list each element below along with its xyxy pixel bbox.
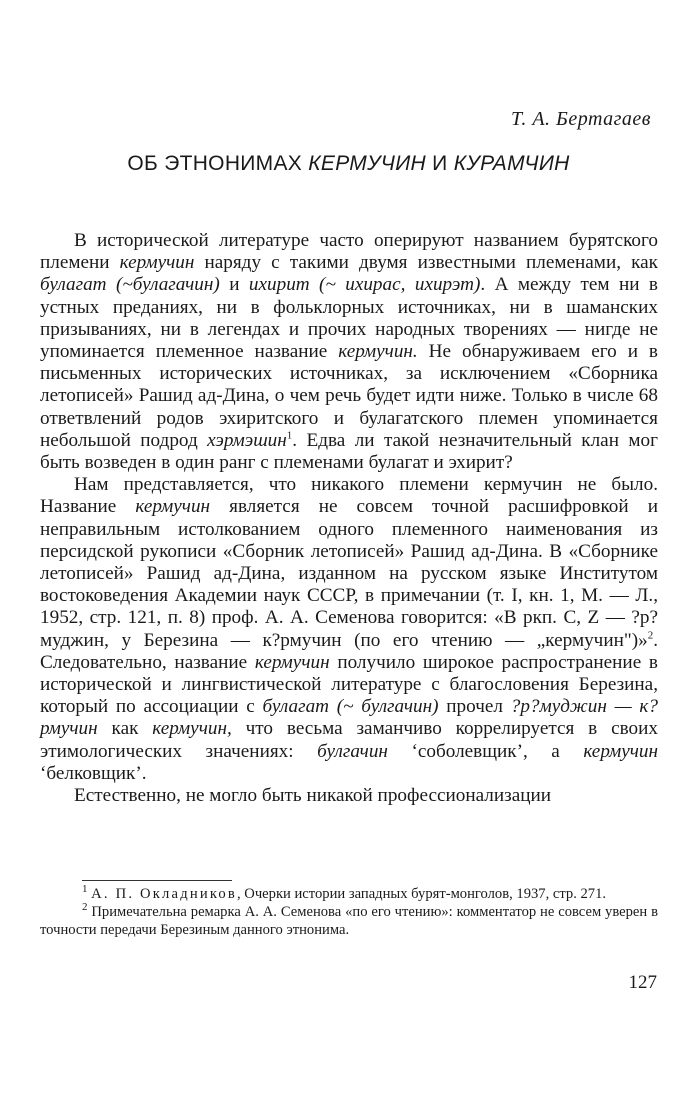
italic-term: кермучин [119,252,195,274]
footnotes [40,885,658,939]
italic-term: булгачин [317,740,388,762]
italic-term: кермучин [254,651,330,673]
title-plain: ОБ ЭТНОНИМАХ [127,152,309,175]
text: Не обнаруживаем его и в письменных исторических источниках, за исключением «Сборника летописей» Рашид ад-Дина, о чем речь будет идти ниже. Только в числе 68 ответвлений родов эхиритского и булагатского племен упоминается небольшой подрод [40,341,658,451]
text: . А между тем ни в устных преданиях, ни в фольклорных источниках, ни в шаманских призываниях, ни в легендах и прочих народных творениях — нигде не упоминается племенное название [40,274,658,363]
text: Естественно, не могло быть никакой профессионализации [74,785,552,807]
text: наряду с такими двумя известными племенами, как [194,252,658,274]
footnote-divider [82,880,232,881]
author-name: Т. А. Бертагаев [510,108,651,130]
page-number: 127 [628,972,657,993]
title-conjunction: И [426,152,454,175]
italic-term: ихирит (~ ихирас, ихирэт) [248,274,481,296]
paragraph-1 [40,230,658,474]
text: что весьма заманчиво коррелируется в своих этимологических значениях: [40,718,658,762]
footnote-text: Примечательна ремарка А. А. Семенова «по его чтению»: комментатор не совсем уверен в точности передачи Березиным данного этнонима. [40,904,658,938]
footnote-text: , Очерки истории западных бурят-монголов, 1937, стр. 271. [237,886,607,902]
title-term-kuramchin: КУРАМЧИН [453,152,570,175]
text: и [219,274,249,296]
italic-term: ?р?муджин — к?рмучин [40,696,658,740]
text: как [97,718,153,740]
footnote-author: А. П. Окладников [91,886,237,902]
text: . Следовательно, название [40,629,658,673]
footnote-number: 1 [82,883,88,896]
text: ‘белковщик’. [40,762,147,784]
text: является не совсем точной расшифровкой и неправильным истолкованием одного племенного наименования из персидской рукописи «Сборник летописей» Рашид ад-Дина. В «Сборнике летописей» Рашид ад-Дина, изданном на русском языке Институтом востоковедения Академии наук СССР, в примечании (т. I, кн. 1, М. — Л., 1952, стр. 121, п. 8) проф. А. А. Семенова говорится: «В ркп. С, Z — ?р?муджин, у Березина — к?рмучин (по его чтению — „кермучин")» [40,496,658,651]
text: В исторической литературе часто оперируют названием бурятского племени [40,230,658,274]
footnote-1 [40,885,658,903]
text: Нам представляется, что никакого племени кермучин не было. Название [40,474,658,518]
italic-term: булагат (~ булгачин) [262,696,439,718]
italic-term: кермучин [135,496,211,518]
paragraph-2 [40,474,658,785]
article-body [40,230,658,807]
footnote-number: 2 [82,901,88,914]
italic-term: кермучин [583,740,658,762]
text: ‘соболевщик’, а [387,740,584,762]
italic-term: кермучин, [152,718,232,740]
paragraph-3 [40,785,658,807]
footnote-ref-1[interactable]: 1 [286,429,293,442]
article-title [0,152,697,176]
footnote-2 [40,903,658,939]
text: прочел [438,696,511,718]
text: . Едва ли такой незначительный клан мог быть возведен в один ранг с племенами булагат и эхирит? [40,429,658,474]
italic-term: булагат (~булагачин) [40,274,220,296]
italic-term: кермучин. [338,341,418,363]
text: получило широкое распространение в исторической и лингвистической литературе с благословения Березина, который по ассоциации с [40,651,658,718]
footnote-ref-2[interactable]: 2 [647,629,654,642]
title-term-kermuchin: КЕРМУЧИН [308,152,427,175]
italic-term: хэрмэшин [207,429,287,451]
